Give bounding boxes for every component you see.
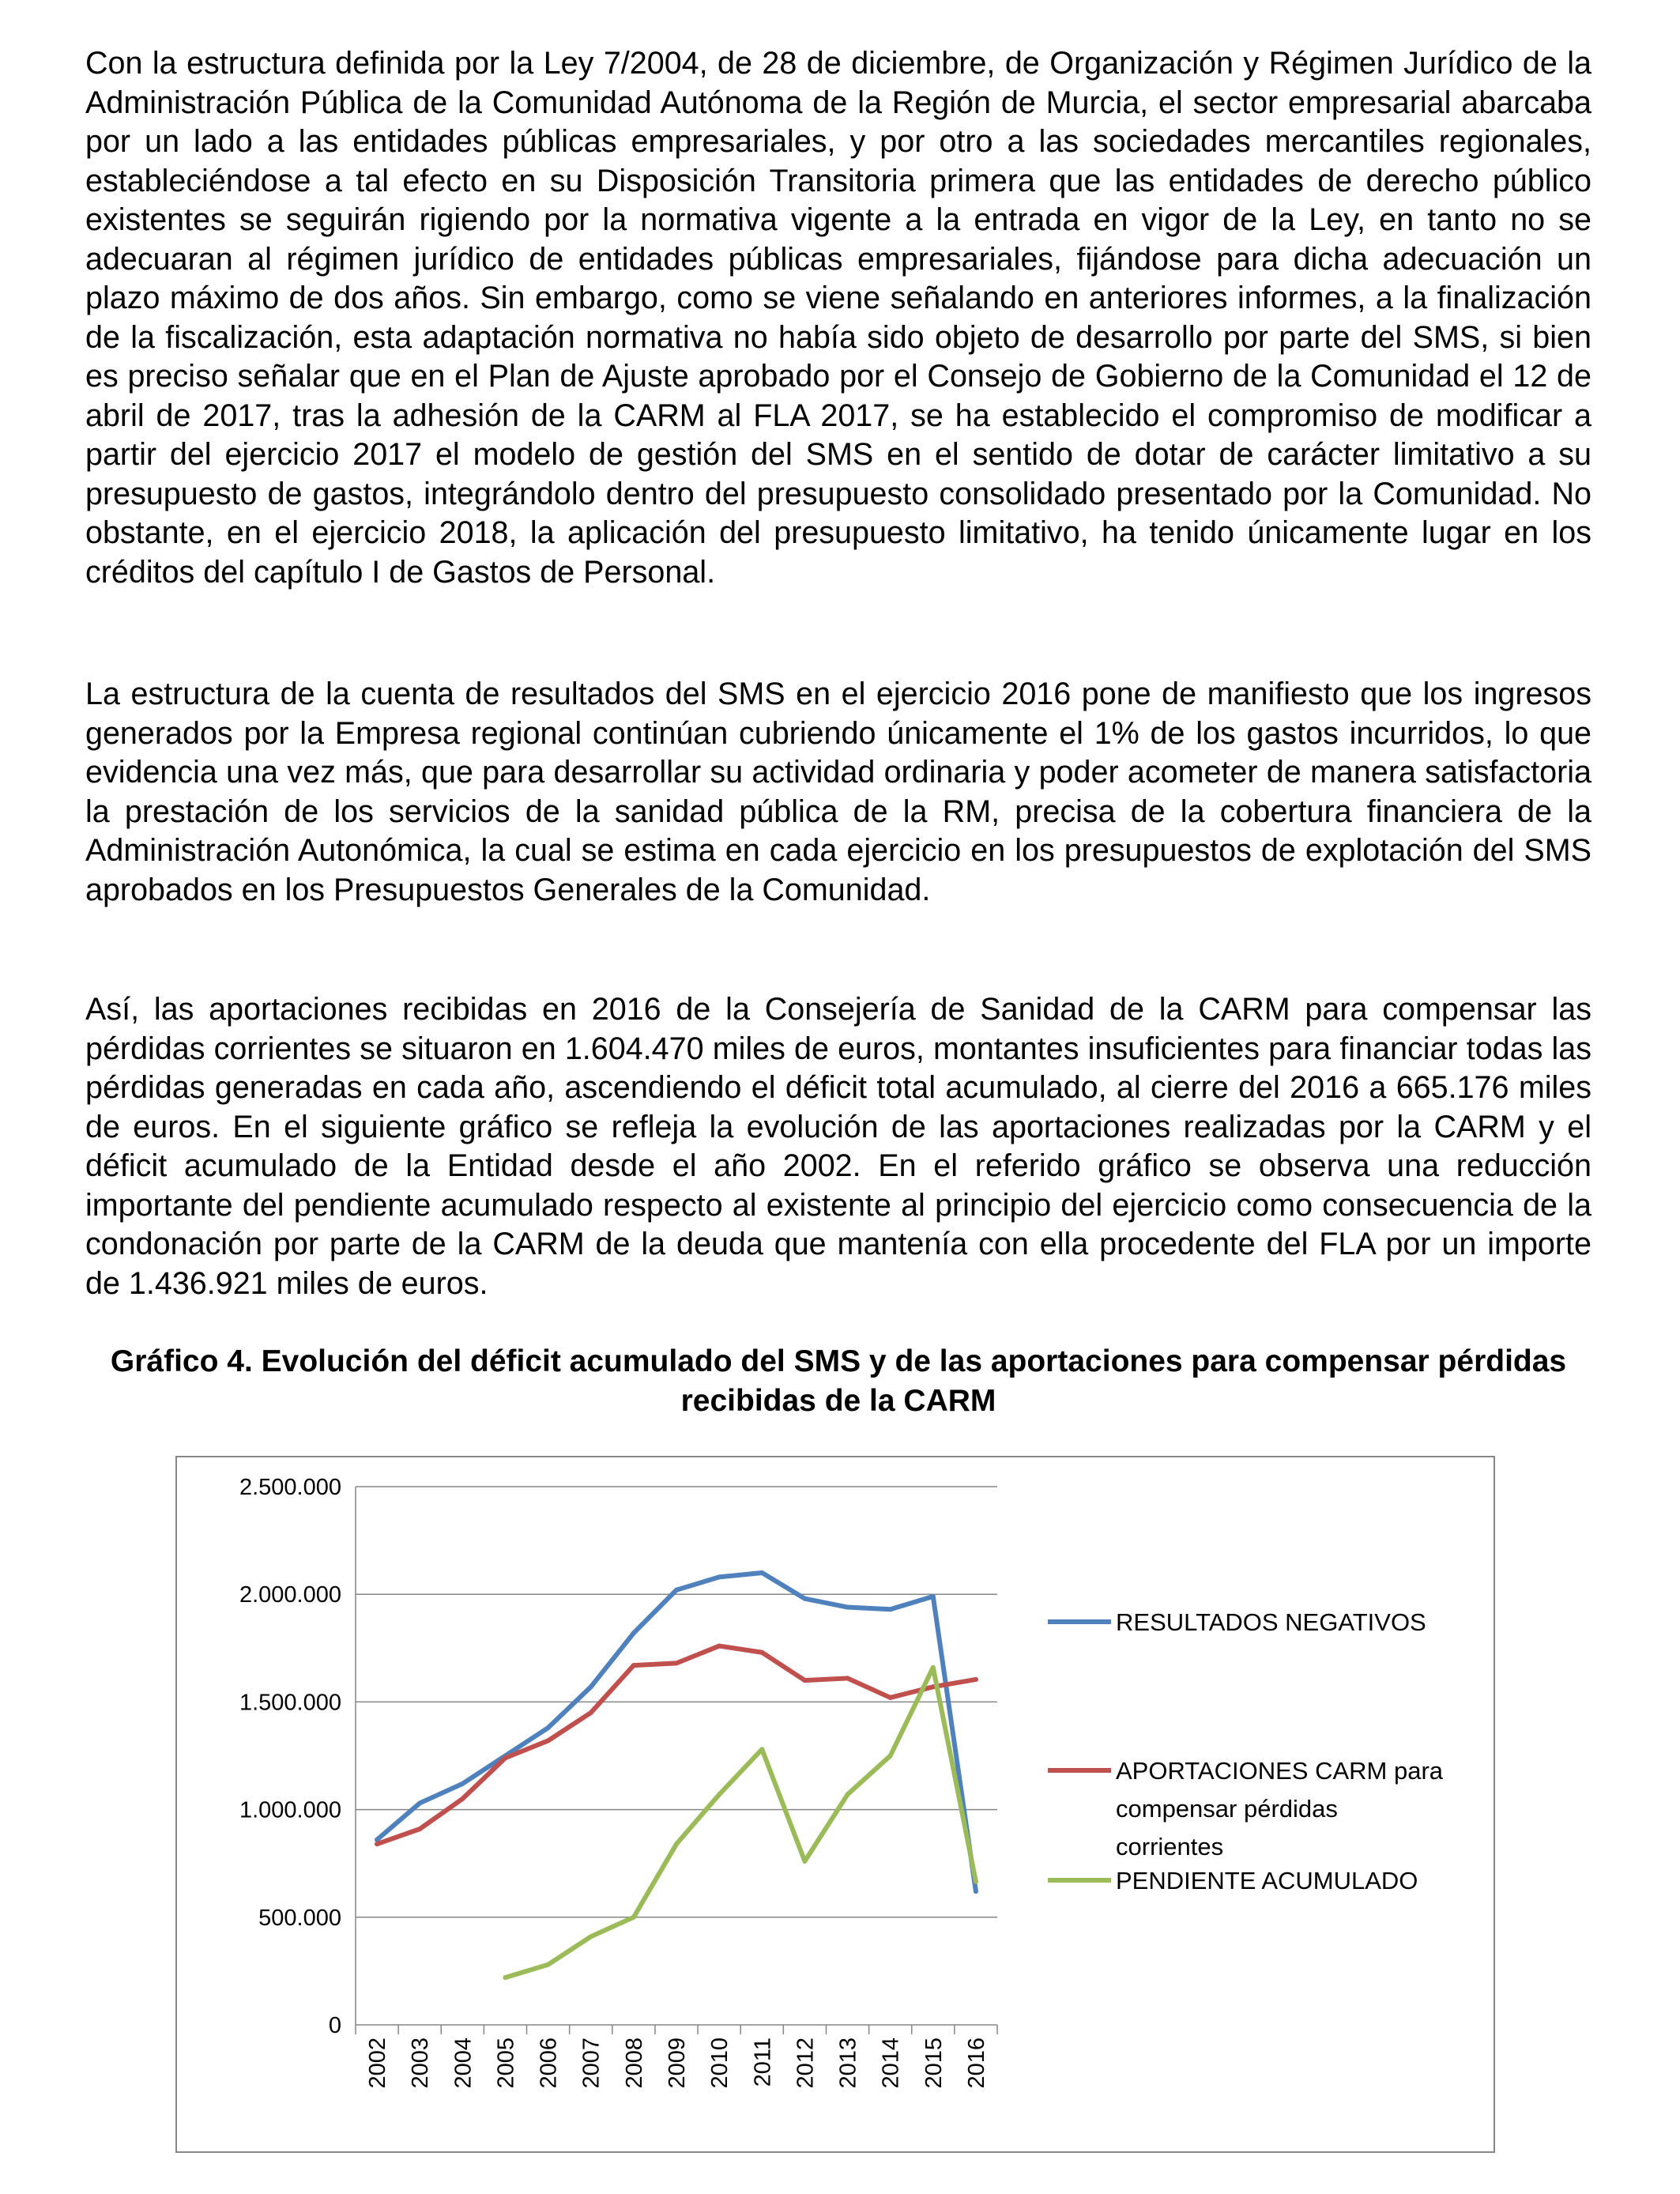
data-point-series-2 <box>846 1676 850 1680</box>
x-tick-label: 2015 <box>921 2038 947 2089</box>
data-point-series-1 <box>717 1574 721 1579</box>
data-point-series-3 <box>759 1747 764 1751</box>
x-tick-label: 2009 <box>665 2038 690 2089</box>
data-point-series-2 <box>631 1663 636 1668</box>
x-tick-label: 2007 <box>578 2038 605 2089</box>
data-point-series-3 <box>974 1879 978 1884</box>
data-point-series-2 <box>674 1661 679 1665</box>
data-point-series-2 <box>460 1796 465 1801</box>
data-point-series-3 <box>674 1842 679 1846</box>
paragraph-1: Con la estructura definida por la Ley 7/2004, de 28 de diciembre, de Organización y Régimen Jurídico de la Administración Pública de la Comunidad Autónoma de la Región de Murcia, el sector empresarial abarcaba por un lado a las entidades públicas empresariales, y por otro a las sociedades mercantiles regionales, estableciéndose a tal efecto en su Disposición Transitoria primera que las entidades de derecho público existentes se seguirán rigiendo por la normativa vigente a la entrada en vigor de la Ley, en tanto no se adecuaran al régimen jurídico de entidades públicas empresariales, fijándose para dicha adecuación un plazo máximo de dos años. Sin embargo, como se viene señalando en anteriores informes, a la finalización de la fiscalización, esta adaptación normativa no había sido objeto de desarrollo por parte del SMS, si bien es preciso señalar que en el Plan de Ajuste aprobado por el Consejo de Gobierno de la Comunidad el 12 de abril de 2017, tras la adhesión de la CARM al FLA 2017, se ha establecido el compromiso de modificar a partir del ejercicio 2017 el modelo de gestión del SMS en el sentido de dotar de carácter limitativo a su presupuesto de gastos, integrándolo dentro del presupuesto consolidado presentado por la Comunidad. No obstante, en el ejercicio 2018, la aplicación del presupuesto limitativo, ha tenido únicamente lugar en los créditos del capítulo I de Gastos de Personal. <box>85 46 1591 590</box>
data-point-series-2 <box>888 1695 893 1700</box>
data-point-series-2 <box>802 1678 807 1683</box>
data-point-series-3 <box>546 1962 551 1967</box>
data-point-series-2 <box>717 1644 721 1649</box>
x-tick-label: 2011 <box>750 2038 776 2087</box>
data-point-series-2 <box>759 1650 764 1655</box>
x-tick-label: 2014 <box>878 2038 904 2089</box>
data-point-series-1 <box>974 1889 978 1894</box>
y-tick-label: 1.000.000 <box>239 1797 341 1823</box>
x-tick-label: 2012 <box>793 2038 819 2089</box>
data-point-series-1 <box>631 1630 636 1635</box>
data-point-series-3 <box>589 1934 593 1939</box>
paragraph-2: La estructura de la cuenta de resultados del SMS en el ejercicio 2016 pone de manifiesto que los ingresos generados por la Empresa regional continúan cubriendo únicamente el 1% de los gastos incurridos, lo que evidencia una vez más, que para desarrollar su actividad ordinaria y poder acometer de manera satisfactoria la prestación de los servicios de la sanidad pública de la RM, precisa de la cobertura financiera de la Administración Autonómica, la cual se estima en cada ejercicio en los presupuestos de explotación del SMS aprobados en los Presupuestos Generales de la Comunidad. <box>85 677 1591 907</box>
data-point-series-3 <box>931 1665 936 1670</box>
data-point-series-2 <box>589 1710 593 1715</box>
x-tick-label: 2010 <box>707 2038 733 2089</box>
y-tick-label: 500.000 <box>258 1905 341 1931</box>
data-point-series-3 <box>503 1975 507 1980</box>
x-tick-label: 2005 <box>493 2038 519 2089</box>
legend-label-3: PENDIENTE ACUMULADO <box>1116 1867 1418 1894</box>
y-tick-label: 1.500.000 <box>239 1690 341 1716</box>
x-tick-label: 2002 <box>365 2038 391 2089</box>
legend-label-2: APORTACIONES CARM para <box>1116 1757 1444 1785</box>
data-point-series-2 <box>503 1755 507 1760</box>
data-point-series-3 <box>631 1915 636 1920</box>
chart-caption: Gráfico 4. Evolución del déficit acumulado del SMS y de las aportaciones para compensar pérdidas recibidas de la CARM <box>110 1344 1567 1418</box>
y-tick-label: 2.500.000 <box>239 1475 341 1500</box>
legend-label-2: compensar pérdidas <box>1116 1795 1338 1823</box>
data-point-series-2 <box>546 1738 551 1743</box>
data-point-series-1 <box>460 1781 465 1786</box>
data-point-series-1 <box>417 1800 422 1805</box>
x-tick-label: 2006 <box>536 2038 562 2089</box>
data-point-series-1 <box>931 1594 936 1599</box>
y-tick-label: 0 <box>328 2013 341 2038</box>
data-point-series-1 <box>759 1570 764 1575</box>
data-point-series-3 <box>888 1754 893 1759</box>
legend-label-1: RESULTADOS NEGATIVOS <box>1116 1608 1426 1636</box>
data-point-series-3 <box>846 1793 850 1797</box>
y-tick-label: 2.000.000 <box>239 1582 341 1608</box>
legend-label-2: corrientes <box>1116 1833 1224 1860</box>
data-point-series-3 <box>717 1793 721 1797</box>
line-chart <box>175 1456 1495 2153</box>
x-tick-label: 2004 <box>450 2038 477 2089</box>
data-point-series-1 <box>846 1605 850 1610</box>
x-tick-label: 2008 <box>621 2038 647 2089</box>
x-tick-label: 2016 <box>963 2038 989 2089</box>
data-point-series-2 <box>375 1842 379 1846</box>
data-point-series-2 <box>974 1677 978 1682</box>
data-point-series-1 <box>674 1588 679 1593</box>
x-tick-label: 2013 <box>835 2038 861 2089</box>
x-tick-label: 2003 <box>408 2038 434 2089</box>
data-point-series-1 <box>802 1596 807 1601</box>
paragraph-3: Así, las aportaciones recibidas en 2016 de la Consejería de Sanidad de la CARM para compensar las pérdidas corrientes se situaron en 1.604.470 miles de euros, montantes insuficientes para financiar todas las pérdidas generadas en cada año, ascendiendo el déficit total acumulado, al cierre del 2016 a 665.176 miles de euros. En el siguiente gráfico se refleja la evolución de las aportaciones realizadas por la CARM y el déficit acumulado de la Entidad desde el año 2002. En el referido gráfico se observa una reducción importante del pendiente acumulado respecto al existente al principio del ejercicio como consecuencia de la condonación por parte de la CARM de la deuda que mantenía con ella procedente del FLA por un importe de 1.436.921 miles de euros. <box>85 992 1591 1301</box>
chart-container <box>175 1456 1495 2153</box>
data-point-series-2 <box>417 1826 422 1831</box>
data-point-series-3 <box>802 1859 807 1864</box>
data-point-series-1 <box>589 1684 593 1689</box>
data-point-series-1 <box>546 1725 551 1730</box>
data-point-series-1 <box>888 1607 893 1612</box>
